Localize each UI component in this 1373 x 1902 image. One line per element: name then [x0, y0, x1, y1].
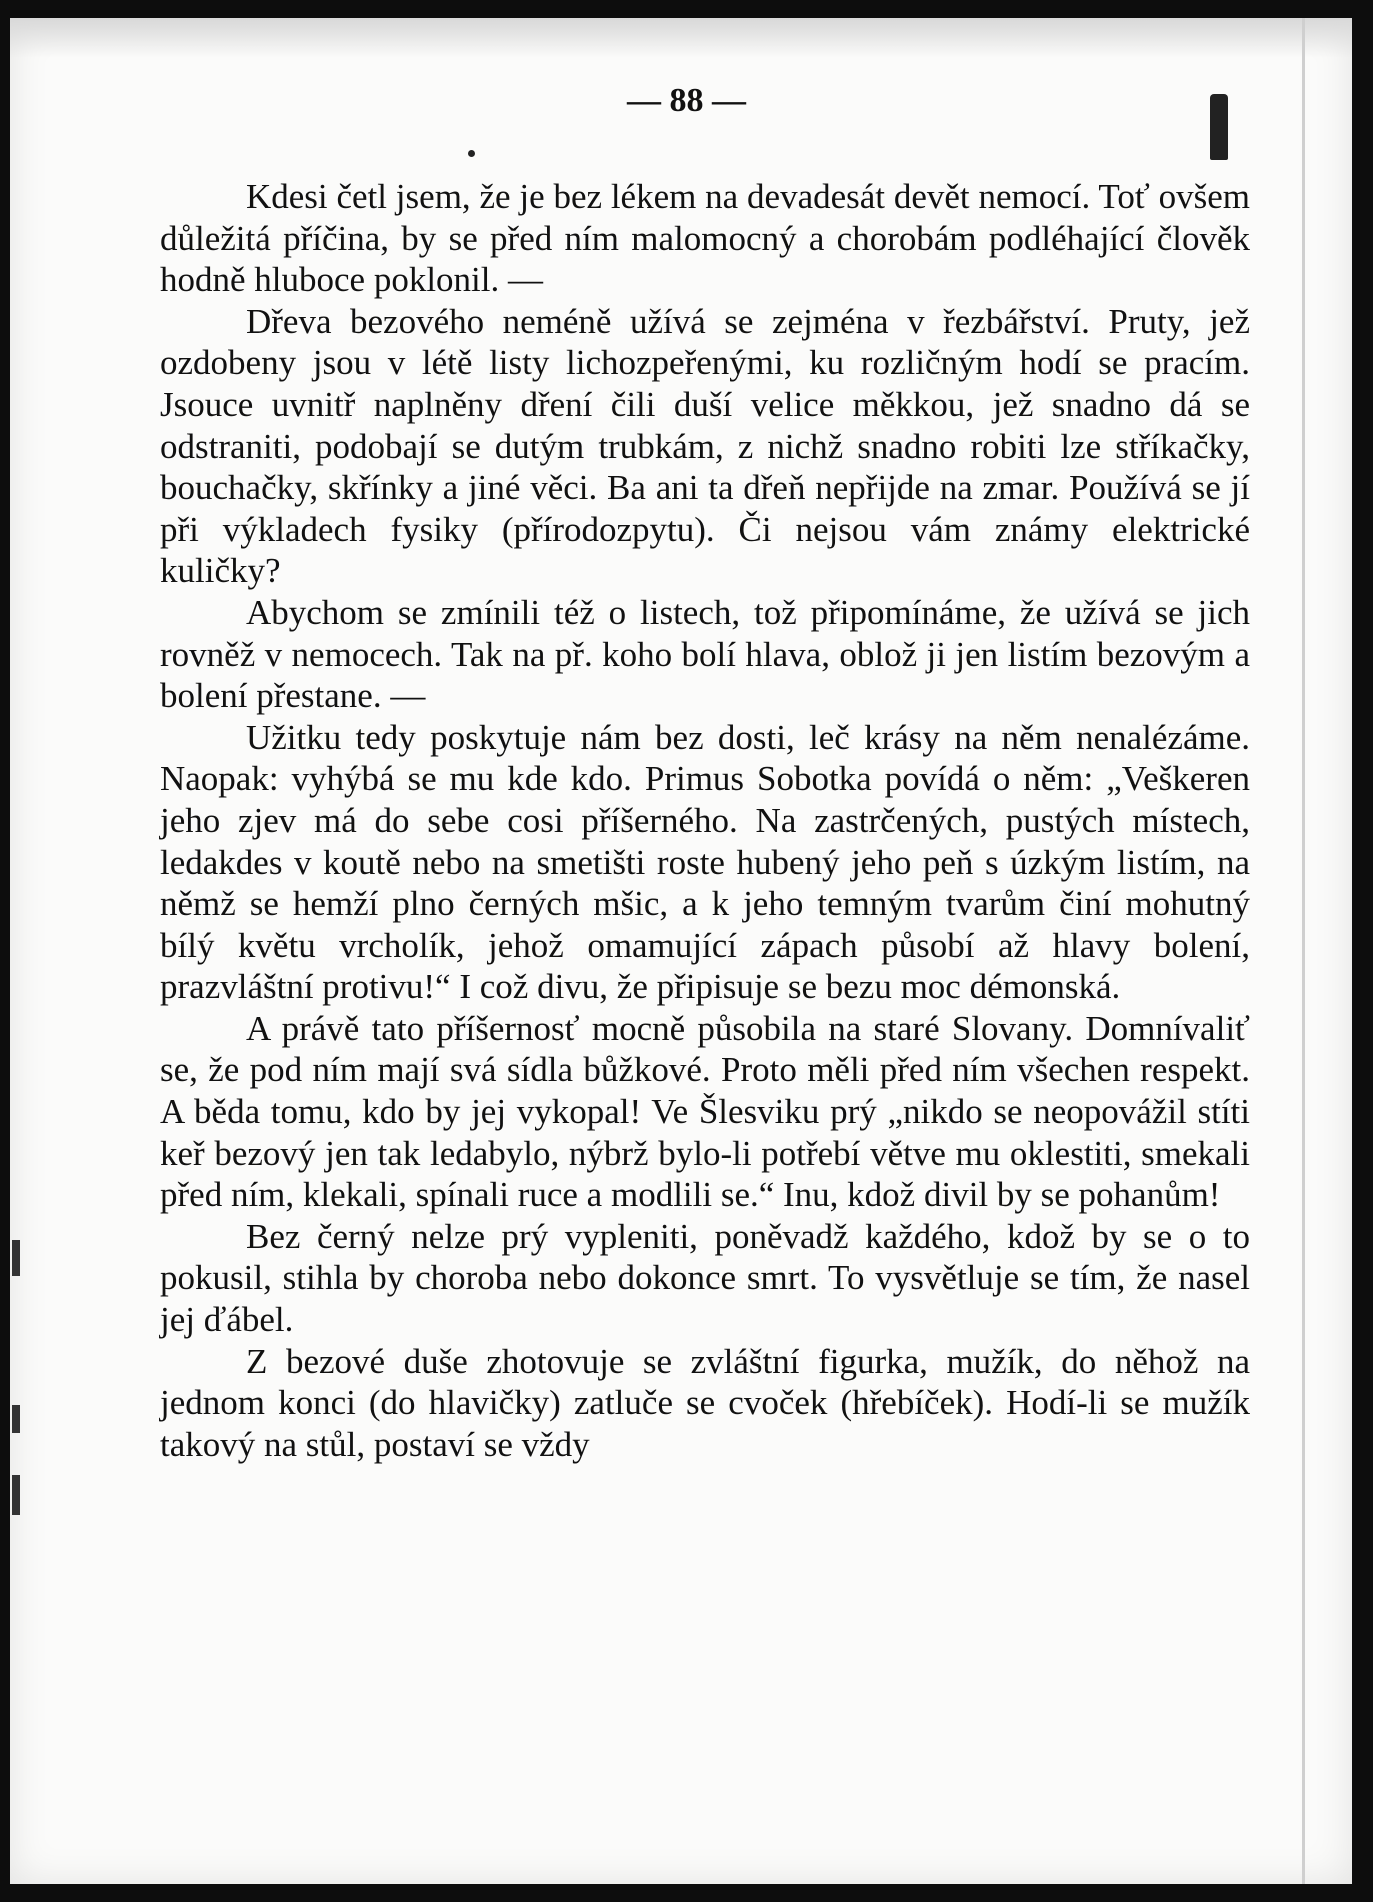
margin-scan-mark — [12, 1405, 20, 1433]
paragraph: A právě tato příšernosť mocně působila na staré Slovany. Domnívaliť se, že pod ním mají svá sídla bůžkové. Proto měli před ním všechen respekt. A běda tomu, kdo by jej vykopal! Ve Šlesviku prý „nikdo se neopovážil stíti keř bezový jen tak ledabylo, nýbrž bylo-li potřebí větve mu oklestiti, smekali před ním, klekali, spínali ruce a modlili se.“ Inu, kdož divil by se pohanům! — [160, 1008, 1250, 1215]
paragraph: Bez černý nelze prý vypleniti, poněvadž každého, kdož by se o to pokusil, stihla by choroba nebo dokonce smrt. To vysvětluje se tím, že nasel jej ďábel. — [160, 1216, 1250, 1340]
paragraph: Abychom se zmínili též o listech, tož připomínáme, že užívá se jich rovněž v nemocech. Tak na př. koho bolí hlava, oblož ji jen listím bezovým a bolení přestane. — — [160, 592, 1250, 716]
paragraph: Kdesi četl jsem, že je bez lékem na devadesát devět nemocí. Toť ovšem důležitá příčina, by se před ním malomocný a chorobám podléhající člověk hodně hluboce poklonil. — — [160, 177, 1250, 300]
ink-blot — [1210, 94, 1228, 160]
margin-scan-mark — [12, 1475, 20, 1515]
ink-dot — [468, 150, 475, 157]
page-number: — 88 — — [627, 82, 746, 119]
page-top-shadow — [10, 18, 1352, 58]
body-text — [160, 176, 1250, 1465]
page-fold-line — [1302, 18, 1305, 1884]
paragraph: Užitku tedy poskytuje nám bez dosti, leč krásy na něm nenalézáme. Naopak: vyhýbá se mu kde kdo. Primus Sobotka povídá o něm: „Veškeren jeho zjev má do sebe cosi příšerného. Na zastrčených, pustých místech, ledakdes v koutě nebo na smetišti roste hubený jeho peň s úzkým listím, na němž se hemží plno černých mšic, a k jeho temným tvarům činí mohutný bílý květu vrcholík, jehož omamující zápach působí až hlavy bolení, prazvláštní protivu!“ I což divu, že připisuje se bezu moc démonská. — [160, 717, 1250, 1007]
margin-scan-mark — [12, 1240, 20, 1276]
paragraph: Dřeva bezového neméně užívá se zejména v řezbářství. Pruty, jež ozdobeny jsou v létě listy lichozpeřenými, ku rozličným hodí se pracím. Jsouce uvnitř naplněny dření čili duší velice měkkou, jež snadno dá se odstraniti, podobají se dutým trubkám, z nichž snadno robiti lze stříkačky, bouchačky, skřínky a jiné věci. Ba ani ta dřeň nepřijde na zmar. Používá se jí při výkladech fysiky (přírodozpytu). Či nejsou vám známy elektrické kuličky? — [160, 301, 1250, 591]
paragraph: Z bezové duše zhotovuje se zvláštní figurka, mužík, do něhož na jednom konci (do hlavičky) zatluče se cvoček (hřebíček). Hodí-li se mužík takový na stůl, postaví se vždy — [160, 1341, 1250, 1464]
